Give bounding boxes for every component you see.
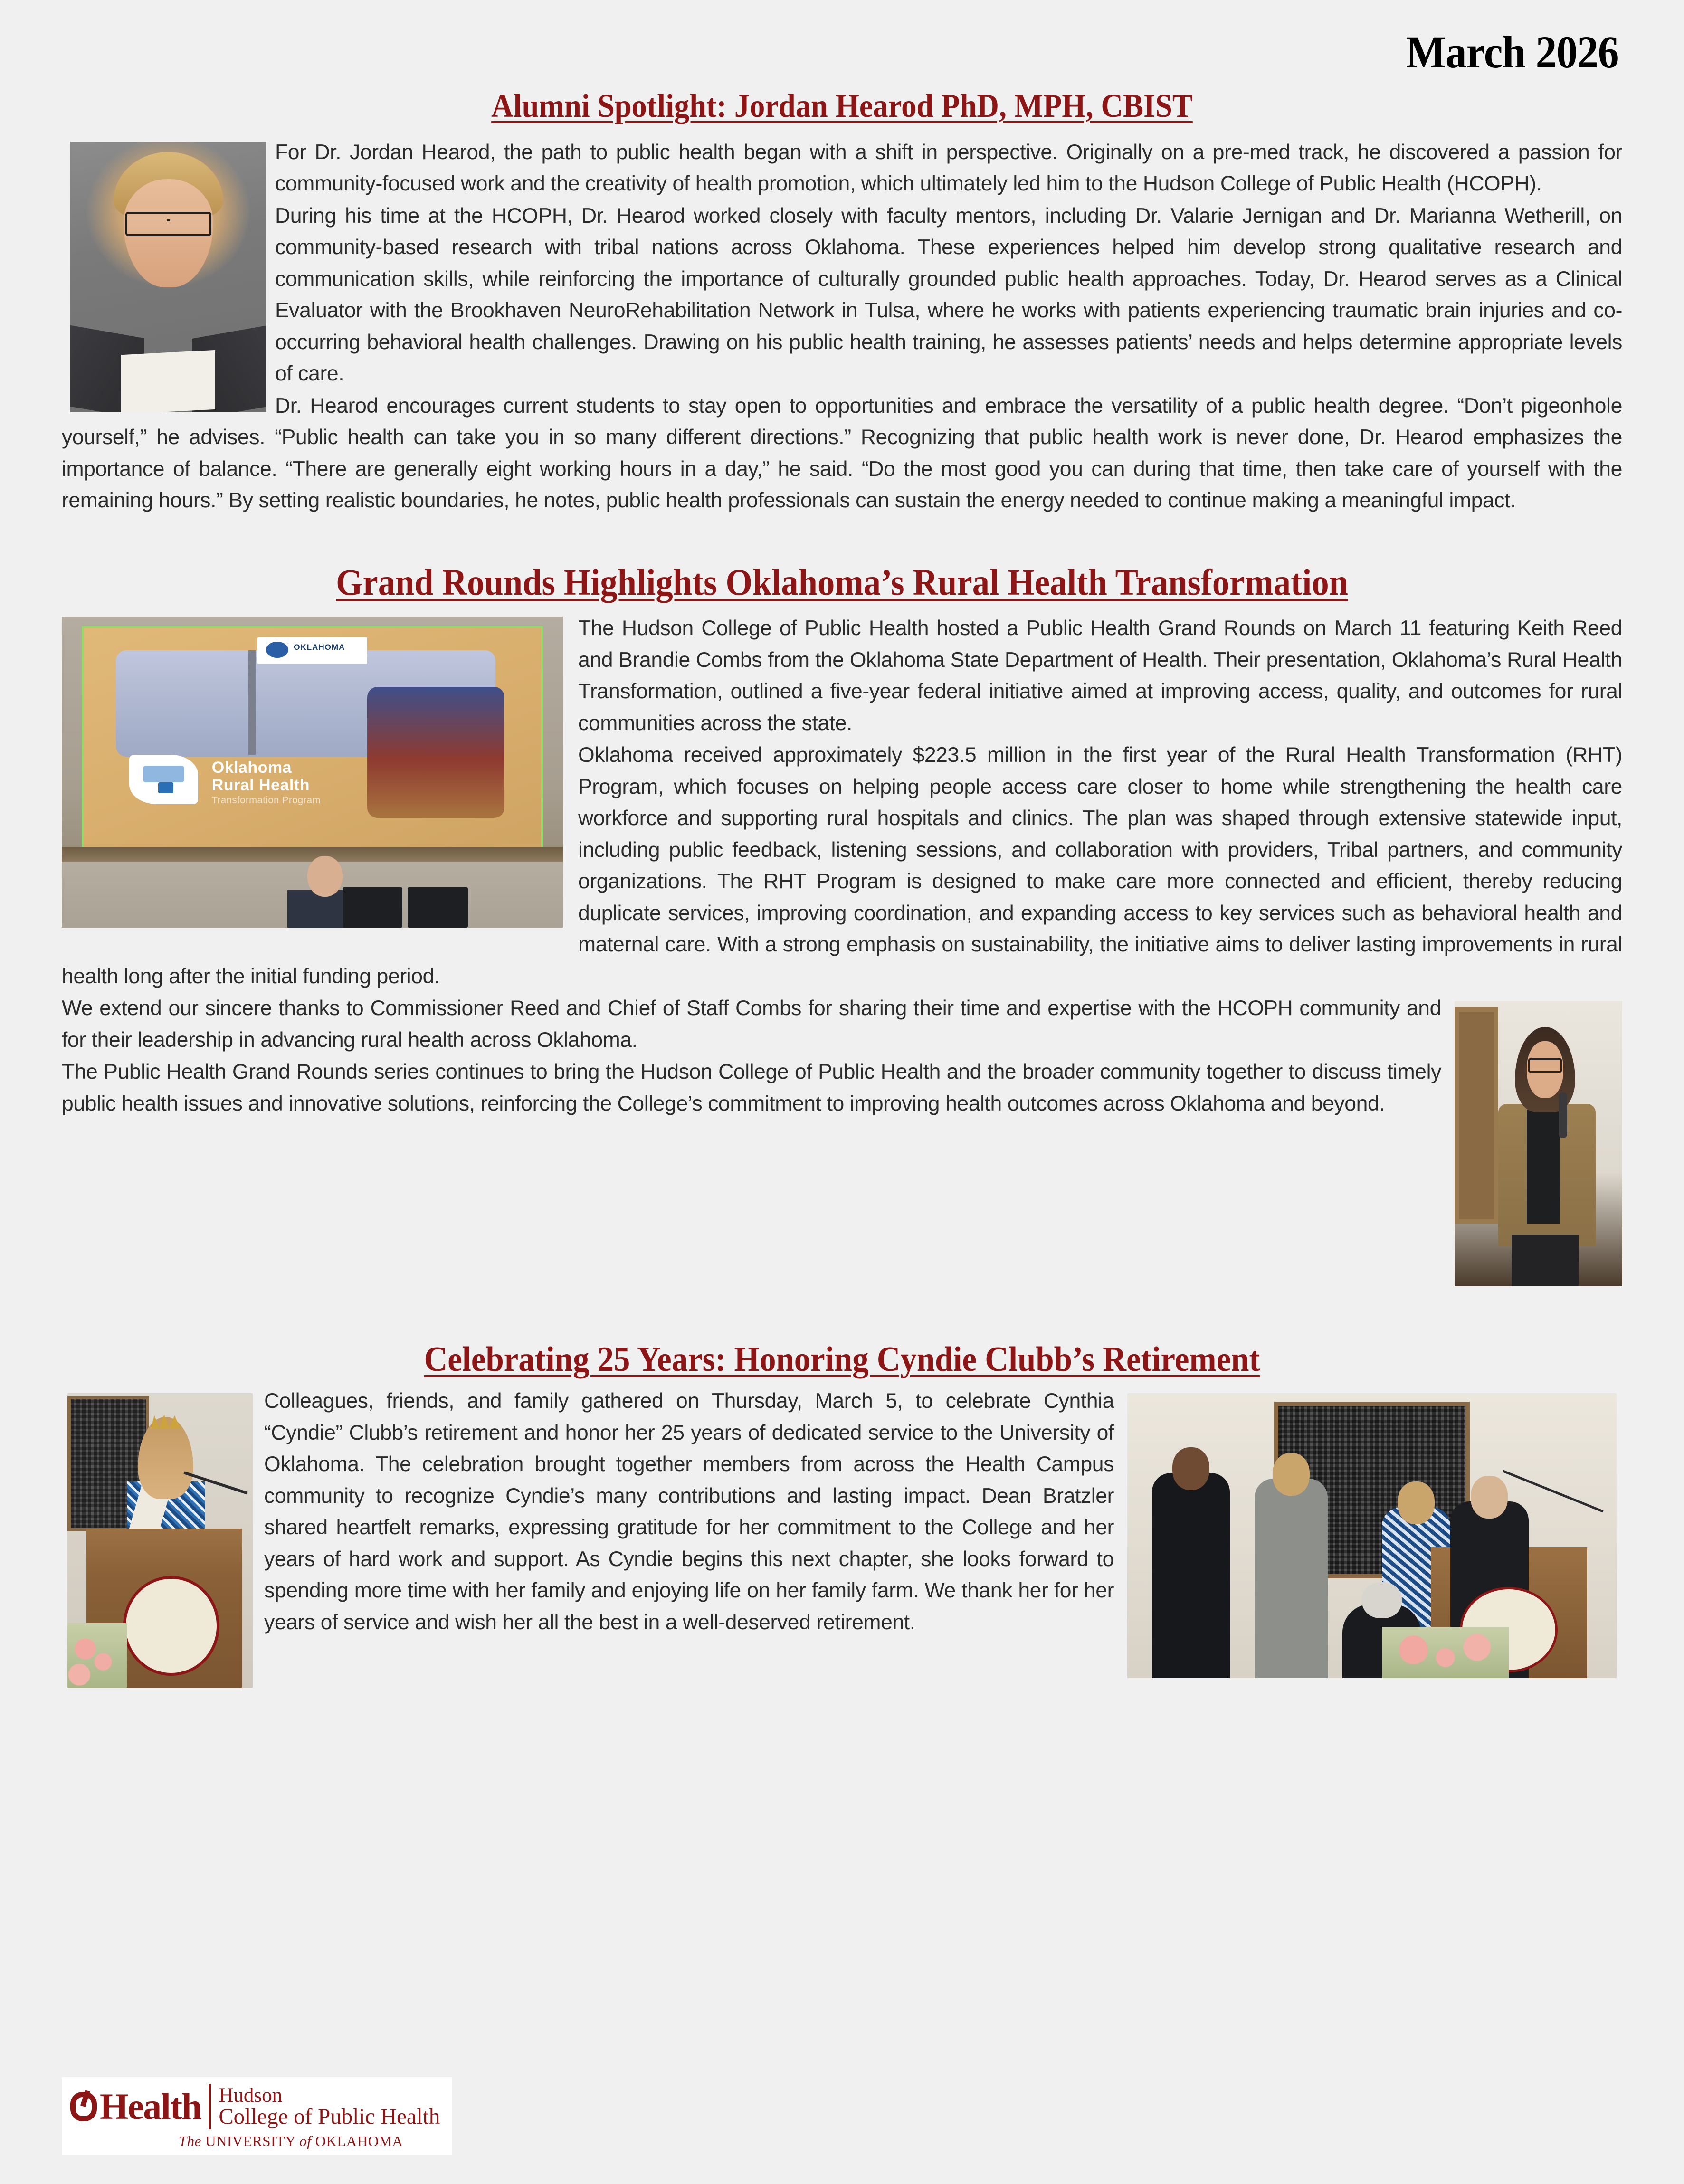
portrait-shirt <box>121 350 215 412</box>
projection-screen <box>82 626 543 856</box>
attendee-1 <box>1152 1473 1230 1678</box>
flower-arrangement <box>1382 1627 1509 1678</box>
ou-health-hcoph-logo <box>62 2077 452 2155</box>
masthead <box>62 0 1622 75</box>
retirement-celebration-group-photo <box>1127 1393 1617 1678</box>
article-2-body-bottom <box>62 993 1622 1120</box>
podium-monitor-left <box>343 887 403 928</box>
attendee-head <box>1398 1481 1435 1524</box>
grand-rounds-presentation-photo <box>62 617 563 928</box>
rural-health-logo-icon <box>129 755 198 805</box>
article-2-headline: Grand Rounds Highlights Oklahoma’s Rural Health Transformation <box>336 561 1348 603</box>
podium-monitor-right <box>408 887 468 928</box>
slide-subtitle: Transformation Program <box>211 795 321 806</box>
university-line <box>70 2133 440 2150</box>
jordan-hearod-portrait-photo <box>70 142 266 412</box>
brandie-combs-speaking-photo <box>1455 1001 1622 1286</box>
slide-couple-photo <box>367 687 504 818</box>
article-2 <box>62 613 1622 1291</box>
ou-health-wordmark <box>70 2085 201 2127</box>
speaker-top <box>1527 1110 1560 1224</box>
slide-title-line2: Rural Health <box>211 776 310 794</box>
utility-pole <box>248 650 256 754</box>
issue-date: March 2026 <box>1406 27 1618 77</box>
oklahoma-emblem-icon <box>266 642 288 658</box>
oklahoma-badge <box>257 637 367 664</box>
cyndie-clubb-podium-photo <box>67 1393 253 1688</box>
ou-seal-icon <box>123 1576 219 1676</box>
article-3-headline-wrap <box>62 1341 1622 1379</box>
attendee-head <box>1273 1453 1310 1496</box>
article-2-paragraph: The Public Health Grand Rounds series continues to bring the Hudson College of Public Health and the broader community together to discuss timely public health issues and innovative solutions, reinforcing the College’s commitment to improving health outcomes across Oklahoma and beyond. <box>62 1060 1441 1115</box>
article-1-headline-wrap <box>62 88 1622 124</box>
attendee-2 <box>1255 1479 1328 1678</box>
article-1 <box>62 137 1622 517</box>
article-2-headline-wrap <box>62 562 1622 602</box>
college-name <box>219 2085 440 2128</box>
oklahoma-badge-label: OKLAHOMA <box>294 643 345 652</box>
article-3 <box>62 1386 1622 1692</box>
article-3-paragraph: Colleagues, friends, and family gathered on Thursday, March 5, to celebrate Cynthia “Cyndie” Clubb’s retirement and honor her 25 years of dedicated service to the University of Oklahoma. The celebration brought together members from across the Health Campus community to recognize Cyndie’s many contributions and lasting impact. Dean Bratzler shared heartfelt remarks, expressing gratitude for her commitment to the College and her years of hard work and support. As Cyndie begins this next chapter, she looks forward to spending more time with her family and enjoying life on her family farm. We thank her for her years of service and wish her all the best in a well-deserved retirement. <box>264 1389 1114 1634</box>
glasses-icon <box>125 212 212 236</box>
university-state: OKLAHOMA <box>315 2133 403 2149</box>
article-2-paragraph: Oklahoma received approximately $223.5 million in the first year of the Rural Health Transformation (RHT) Program, which focuses on helping people access care closer to home while strengthening the health care workforce and supporting rural hospitals and clinics. The plan was shaped through extensive statewide input, including public feedback, listening sessions, and collaboration with providers, Tribal partners, and community organizations. The RHT Program is designed to make care more connected and efficient, thereby reducing duplicate services, improving coordination, and expanding access to key services such as behavioral health and maternal care. With a strong emphasis on sustainability, the initiative aims to deliver lasting improvements in rural health long after the initial funding period. <box>62 743 1622 988</box>
health-wordmark-text: Health <box>100 2085 201 2127</box>
logo-divider <box>209 2084 211 2129</box>
university-of: of <box>299 2133 315 2149</box>
speaker-pants <box>1512 1235 1579 1286</box>
slide-title-line1: Oklahoma <box>211 759 292 777</box>
speaker-keith-reed-head <box>307 856 343 896</box>
logo-sky <box>143 766 184 783</box>
college-name-line2: College of Public Health <box>219 2104 440 2129</box>
university-main: UNIVERSITY <box>205 2133 300 2149</box>
glasses-icon <box>1528 1058 1562 1073</box>
hospital-h-marker-icon <box>158 782 173 793</box>
article-1-paragraph: Dr. Hearod encourages current students to stay open to opportunities and embrace the versatility of a public health degree. “Don’t pigeonhole yourself,” he advises. “Public health can take you in so many different directions.” Recognizing that public health work is never done, Dr. Hearod emphasizes the importance of balance. “There are generally eight working hours in a day,” he said. “Do the most good you can during that time, then take care of yourself with the remaining hours.” By setting realistic boundaries, he notes, public health professionals can sustain the energy needed to continue making a meaningful impact. <box>62 394 1622 513</box>
article-2-paragraph: The Hudson College of Public Health hosted a Public Health Grand Rounds on March 11 featuring Keith Reed and Brandie Combs from the Oklahoma State Department of Health. Their presentation, Oklahoma’s Rural Health Transformation, outlined a five-year federal initiative aimed at improving access, quality, and outcomes for rural communities across the state. <box>578 617 1622 735</box>
university-the: The <box>178 2133 206 2149</box>
flower-arrangement <box>67 1623 127 1688</box>
slide-title <box>212 759 310 794</box>
ou-interlocking-logo-icon <box>70 2092 97 2121</box>
tiara-icon <box>151 1414 181 1429</box>
article-1-body <box>62 137 1622 517</box>
college-name-line1: Hudson <box>219 2084 283 2107</box>
article-1-paragraph: For Dr. Jordan Hearod, the path to public health began with a shift in perspective. Originally on a pre-med track, he discovered a passion for community-focused work and the creativity of health promotion, which ultimately led him to the Hudson College of Public Health (HCOPH). <box>275 140 1622 196</box>
footer <box>62 2077 452 2155</box>
attendee-head <box>1471 1476 1508 1519</box>
microphone-icon <box>1559 1092 1567 1138</box>
background-door <box>1455 1007 1498 1224</box>
article-1-paragraph: During his time at the HCOPH, Dr. Hearod worked closely with faculty mentors, including Dr. Valarie Jernigan and Dr. Marianna Wetherill, on community-based research with tribal nations across Oklahoma. These experiences helped him develop strong qualitative research and communication skills, while reinforcing the importance of culturally grounded public health approaches. Today, Dr. Hearod serves as a Clinical Evaluator with the Brookhaven NeuroRehabilitation Network in Tulsa, where he works with patients experiencing traumatic brain injuries and co-occurring behavioral health challenges. Drawing on his public health training, he assesses patients’ needs and helps determine appropriate levels of care. <box>275 204 1622 386</box>
article-3-headline: Celebrating 25 Years: Honoring Cyndie Clubb’s Retirement <box>424 1340 1260 1379</box>
article-1-headline: Alumni Spotlight: Jordan Hearod PhD, MPH, CBIST <box>491 88 1193 124</box>
article-2-paragraph: We extend our sincere thanks to Commissioner Reed and Chief of Staff Combs for sharing their time and expertise with the HCOPH community and for their leadership in advancing rural health across Oklahoma. <box>62 997 1441 1052</box>
attendee-head <box>1172 1447 1209 1490</box>
